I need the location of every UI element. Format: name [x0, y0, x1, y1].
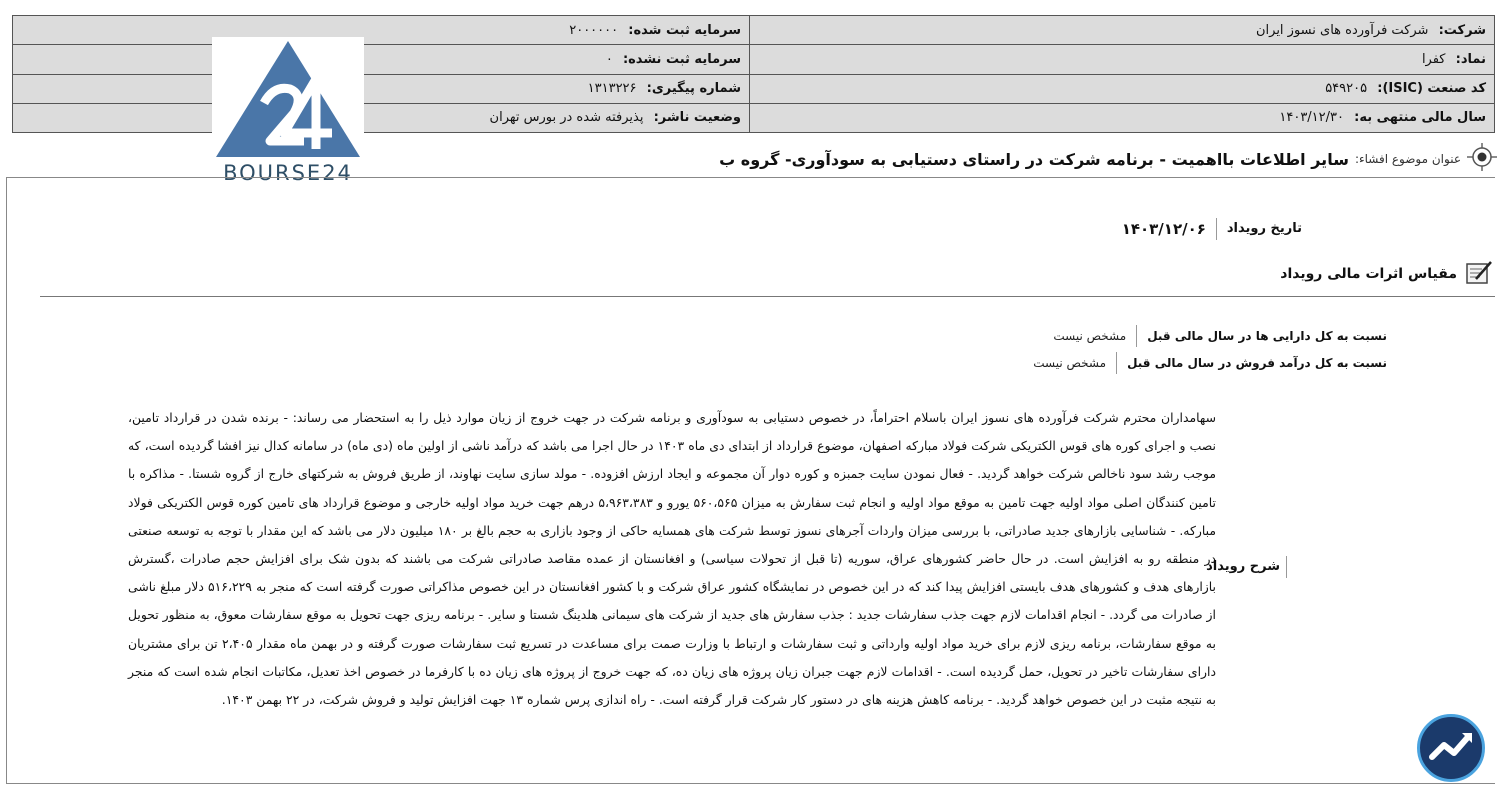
- event-date-row: [1122, 218, 1302, 240]
- publisher-status-label: وضعیت ناشر:: [653, 110, 741, 126]
- symbol-value: کفرا: [1421, 51, 1446, 67]
- company-value: شرکت فرآورده های نسوز ایران: [1255, 22, 1429, 38]
- financial-impact-heading: [1280, 259, 1493, 289]
- target-bullet-icon: [1467, 143, 1497, 175]
- event-date-value: ۱۴۰۳/۱۲/۰۶: [1121, 220, 1206, 238]
- isic-cell: [750, 74, 1495, 103]
- publisher-status-cell: [13, 103, 750, 132]
- tracking-number-label: شماره پیگیری:: [646, 81, 741, 97]
- fiscal-year-cell: [750, 103, 1495, 132]
- ratio-label: نسبت به کل دارایی ها در سال مالی قبل: [1136, 325, 1387, 347]
- tracking-number-cell: [13, 74, 750, 103]
- fiscal-year-label: سال مالی منتهی به:: [1354, 110, 1486, 126]
- section-title: مقیاس اثرات مالی رویداد: [1280, 266, 1457, 282]
- fiscal-year-value: ۱۴۰۳/۱۲/۳۰: [1279, 110, 1344, 126]
- symbol-cell: [750, 45, 1495, 74]
- logo-text: BOURSE24: [223, 161, 353, 185]
- ratio-row-sales: [1033, 352, 1387, 374]
- disclosure-subject: [719, 145, 1497, 173]
- ratio-value: مشخص نیست: [1053, 329, 1127, 343]
- subject-label: عنوان موضوع افشاء:: [1354, 152, 1461, 166]
- subject-value: سایر اطلاعات بااهمیت - برنامه شرکت در راستای دستیابی به سودآوری- گروه ب: [719, 149, 1349, 169]
- event-date-label: تاریخ رویداد: [1216, 218, 1302, 240]
- tracking-number-value: ۱۳۱۳۲۲۶: [587, 81, 637, 97]
- bourse24-logo: [212, 37, 364, 183]
- ratio-row-assets: [1053, 325, 1387, 347]
- bourse24-triangle-icon: [212, 37, 364, 161]
- chart-trend-icon: [1420, 717, 1482, 779]
- unregistered-capital-value: ۰: [605, 51, 613, 67]
- unregistered-capital-cell: [13, 45, 750, 74]
- company-cell: [750, 16, 1495, 45]
- registered-capital-cell: [13, 16, 750, 45]
- symbol-label: نماد:: [1455, 51, 1486, 67]
- registered-capital-value: ۲۰۰۰۰۰۰: [569, 22, 619, 38]
- notepad-pen-icon: [1465, 259, 1493, 289]
- event-description-label: شرح رویداد: [1206, 556, 1287, 578]
- ratio-label: نسبت به کل درآمد فروش در سال مالی قبل: [1116, 352, 1387, 374]
- registered-capital-label: سرمایه ثبت شده:: [628, 22, 741, 38]
- isic-value: ۵۴۹۲۰۵: [1325, 81, 1368, 97]
- event-description-text: سهامداران محترم شرکت فرآورده های نسوز ایران باسلام احتراماً، در خصوص دستیابی به سودآوری و برنامه شرکت در جهت خروج از زیان موارد ذیل را به استحضار می رساند: - برنده شدن در قرارداد تامین، نصب و اجرای کوره های قوس الکتریکی شرکت فولاد مبارکه اصفهان، موضوع قرارداد از ابتدای دی ماه ۱۴۰۳ در حال اجرا می باشد که درآمد ناشی از اولین ماه (دی ماه) در سامانه کدال نیز افشا گردیده است، که موجب رشد سود ناخالص شرکت خواهد گردید. - فعال نمودن سایت جمبزه و کوره دوار آن مجموعه و ایجاد ارزش افزوده. - مولد سازی سایت نهاوند، از طریق فروش به شرکتهای خارج از گروه شستا. - مذاکره با تامین کنندگان اصلی مواد اولیه جهت تامین به موقع مواد اولیه و انجام ثبت سفارش به میزان ۵۶۰،۵۶۵ یورو و ۵،۹۶۳،۳۸۳ درهم جهت خرید مواد اولیه خارجی و موضوع قرارداد های تامین کوره قوس الکتریکی فولاد مبارکه. - شناسایی بازارهای جدید صادراتی، با بررسی میزان واردات آجرهای نسوز توسط شرکت های همسایه حاکی از وجود بازاری به حجم بالغ بر ۱۸۰ میلیون دلار می باشد که این مقدار با توجه به توسعه صنعتی در منطقه رو به افزایش است. در حال حاضر کشورهای عراق، سوریه (تا قبل از تحولات سیاسی) و افغانستان از عمده مقاصد صادراتی شرکت می باشند که بدون شک برای افزایش حجم صادرات ،گسترش بازارهای هدف و کشورهای هدف بایستی افزایش پیدا کند که در این خصوص در نمایشگاه کشور عراق شرکت و با کشور افغانستان در این خصوص مذاکراتی صورت گرفته است که منجر به ۵۱۶،۲۲۹ دلار مبلغ ناشی از صادرات می گردد. - انجام اقدامات لازم جهت جذب سفارشات جدید : جذب سفارش های جدید از شرکت های سیمانی هلدینگ شستا و سایر. - برنامه ریزی جهت تحویل به موقع سفارشات معوق، به منظور تحویل به موقع سفارشات، برنامه ریزی لازم برای خرید مواد اولیه وارداتی و ثبت سفارشات و ارتباط با وزارت صمت برای مساعدت در تسریع ثبت سفارشات صورت گرفته و در بهمن ماه مقدار ۲،۴۰۵ تن برای مشتریان دارای سفارشات تاخیر در تحویل، حمل گردیده است. - اقدامات لازم جهت جبران زیان پروژه های زیان ده، که جهت خروج از پروژه های زیان ده با کارفرما در خصوص اخذ تعدیل، مکاتبات انجام شده است که منجر به نتیجه مثبت در این خصوص خواهد گردید. - برنامه کاهش هزینه های در دستور کار شرکت قرار گرفته است. - راه اندازی پرس شماره ۱۳ جهت افزایش تولید و فروش شرکت، در ۲۲ بهمن ۱۴۰۳.: [128, 410, 1216, 708]
- section-divider: [40, 296, 1495, 297]
- ratio-value: مشخص نیست: [1033, 356, 1107, 370]
- unregistered-capital-label: سرمایه ثبت نشده:: [622, 51, 741, 67]
- company-label: شرکت:: [1438, 22, 1486, 38]
- publisher-status-value: پذیرفته شده در بورس تهران: [489, 110, 644, 126]
- isic-label: کد صنعت (ISIC):: [1377, 81, 1486, 97]
- chart-shortcut-button[interactable]: [1417, 714, 1485, 782]
